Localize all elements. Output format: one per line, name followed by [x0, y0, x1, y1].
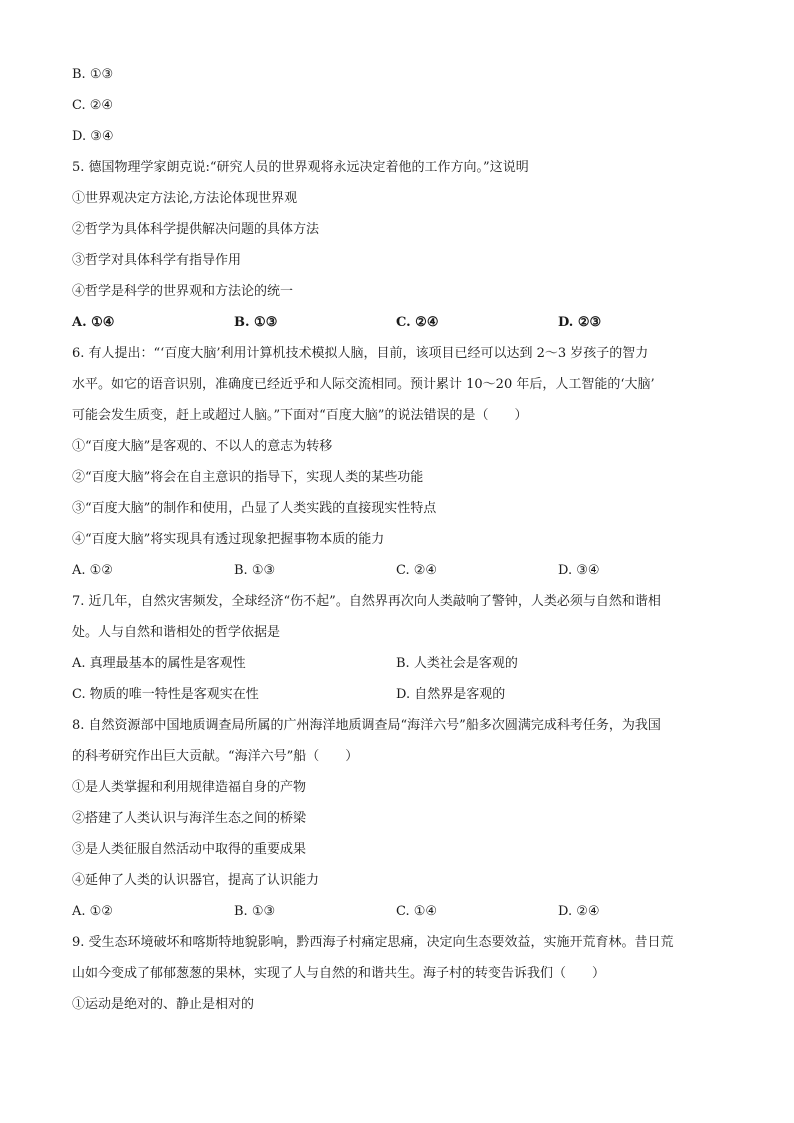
q6-stem-line-2: 水平。如它的语音识别，准确度已经近乎和人际交流相同。预计累计 10～20 年后，人工智能的‘大脑’	[72, 377, 655, 392]
q7-option-a: A. 真理最基本的属性是客观性	[72, 656, 246, 671]
q8-option-c: C. ①④	[396, 904, 438, 919]
q4-option-c: C. ②④	[72, 98, 114, 113]
q8-option-a: A. ①②	[72, 904, 113, 919]
q5-item-1: ①世界观决定方法论,方法论体现世界观	[72, 191, 298, 206]
q6-item-3: ③“百度大脑”的制作和使用，凸显了人类实践的直接现实性特点	[72, 501, 437, 516]
q6-option-c: C. ②④	[396, 563, 438, 578]
q8-stem-line-2: 的科考研究作出巨大贡献。“海洋六号”船（ ）	[72, 749, 359, 764]
q6-options	[72, 560, 722, 591]
q4-option-b: B. ①③	[72, 67, 114, 82]
q8-item-3: ③是人类征服自然活动中取得的重要成果	[72, 842, 307, 857]
q5-option-b: B. ①③	[234, 315, 278, 330]
q8-options	[72, 901, 722, 932]
q8-item-1: ①是人类掌握和利用规律造福自身的产物	[72, 780, 307, 795]
q6-item-4: ④“百度大脑”将实现具有透过现象把握事物本质的能力	[72, 532, 385, 547]
exam-page	[72, 64, 722, 1025]
q6-item-1: ①“百度大脑”是客观的、不以人的意志为转移	[72, 439, 333, 454]
q7-options-row-2	[72, 684, 722, 715]
q6-item-2: ②“百度大脑”将会在自主意识的指导下，实现人类的某些功能	[72, 470, 424, 485]
q5-option-c: C. ②④	[396, 315, 439, 330]
q7-options-row-1	[72, 653, 722, 684]
q5-option-d: D. ②③	[558, 315, 602, 330]
q5-option-a: A. ①④	[72, 315, 115, 330]
q8-option-b: B. ①③	[234, 904, 276, 919]
q6-option-d: D. ③④	[558, 563, 600, 578]
q5-item-2: ②哲学为具体科学提供解决问题的具体方法	[72, 222, 320, 237]
q6-stem-line-1: 6. 有人提出：“‘百度大脑’利用计算机技术模拟人脑，目前，该项目已经可以达到 2～3 岁孩子的智力	[72, 346, 649, 361]
q8-item-2: ②搭建了人类认识与海洋生态之间的桥梁	[72, 811, 307, 826]
q6-stem-line-3: 可能会发生质变，赶上或超过人脑。”下面对“百度大脑”的说法错误的是（ ）	[72, 408, 528, 423]
q6-option-a: A. ①②	[72, 563, 113, 578]
q9-stem-line-2: 山如今变成了郁郁葱葱的果林，实现了人与自然的和谐共生。海子村的转变告诉我们（ ）	[72, 966, 606, 981]
q9-item-1: ①运动是绝对的、静止是相对的	[72, 997, 255, 1012]
q8-item-4: ④延伸了人类的认识器官，提高了认识能力	[72, 873, 320, 888]
q7-stem-line-1: 7. 近几年，自然灾害频发，全球经济“伤不起”。自然界再次向人类敲响了警钟，人类必须与自然和谐相	[72, 594, 661, 609]
q5-stem: 5. 德国物理学家朗克说:“研究人员的世界观将永远决定着他的工作方向。”这说明	[72, 160, 529, 175]
q8-stem-line-1: 8. 自然资源部中国地质调查局所属的广州海洋地质调查局“海洋六号”船多次圆满完成科考任务，为我国	[72, 718, 661, 733]
q7-option-c: C. 物质的唯一特性是客观实在性	[72, 687, 259, 702]
q7-option-d: D. 自然界是客观的	[396, 687, 506, 702]
q5-options	[72, 312, 722, 343]
q5-item-4: ④哲学是科学的世界观和方法论的统一	[72, 284, 294, 299]
q6-option-b: B. ①③	[234, 563, 276, 578]
q9-stem-line-1: 9. 受生态环境破坏和喀斯特地貌影响，黔西海子村痛定思痛，决定向生态要效益，实施开荒育林。昔日荒	[72, 935, 674, 950]
q4-option-d: D. ③④	[72, 129, 114, 144]
q8-option-d: D. ②④	[558, 904, 600, 919]
q7-stem-line-2: 处。人与自然和谐相处的哲学依据是	[72, 625, 281, 640]
q7-option-b: B. 人类社会是客观的	[396, 656, 518, 671]
q5-item-3: ③哲学对具体科学有指导作用	[72, 253, 242, 268]
